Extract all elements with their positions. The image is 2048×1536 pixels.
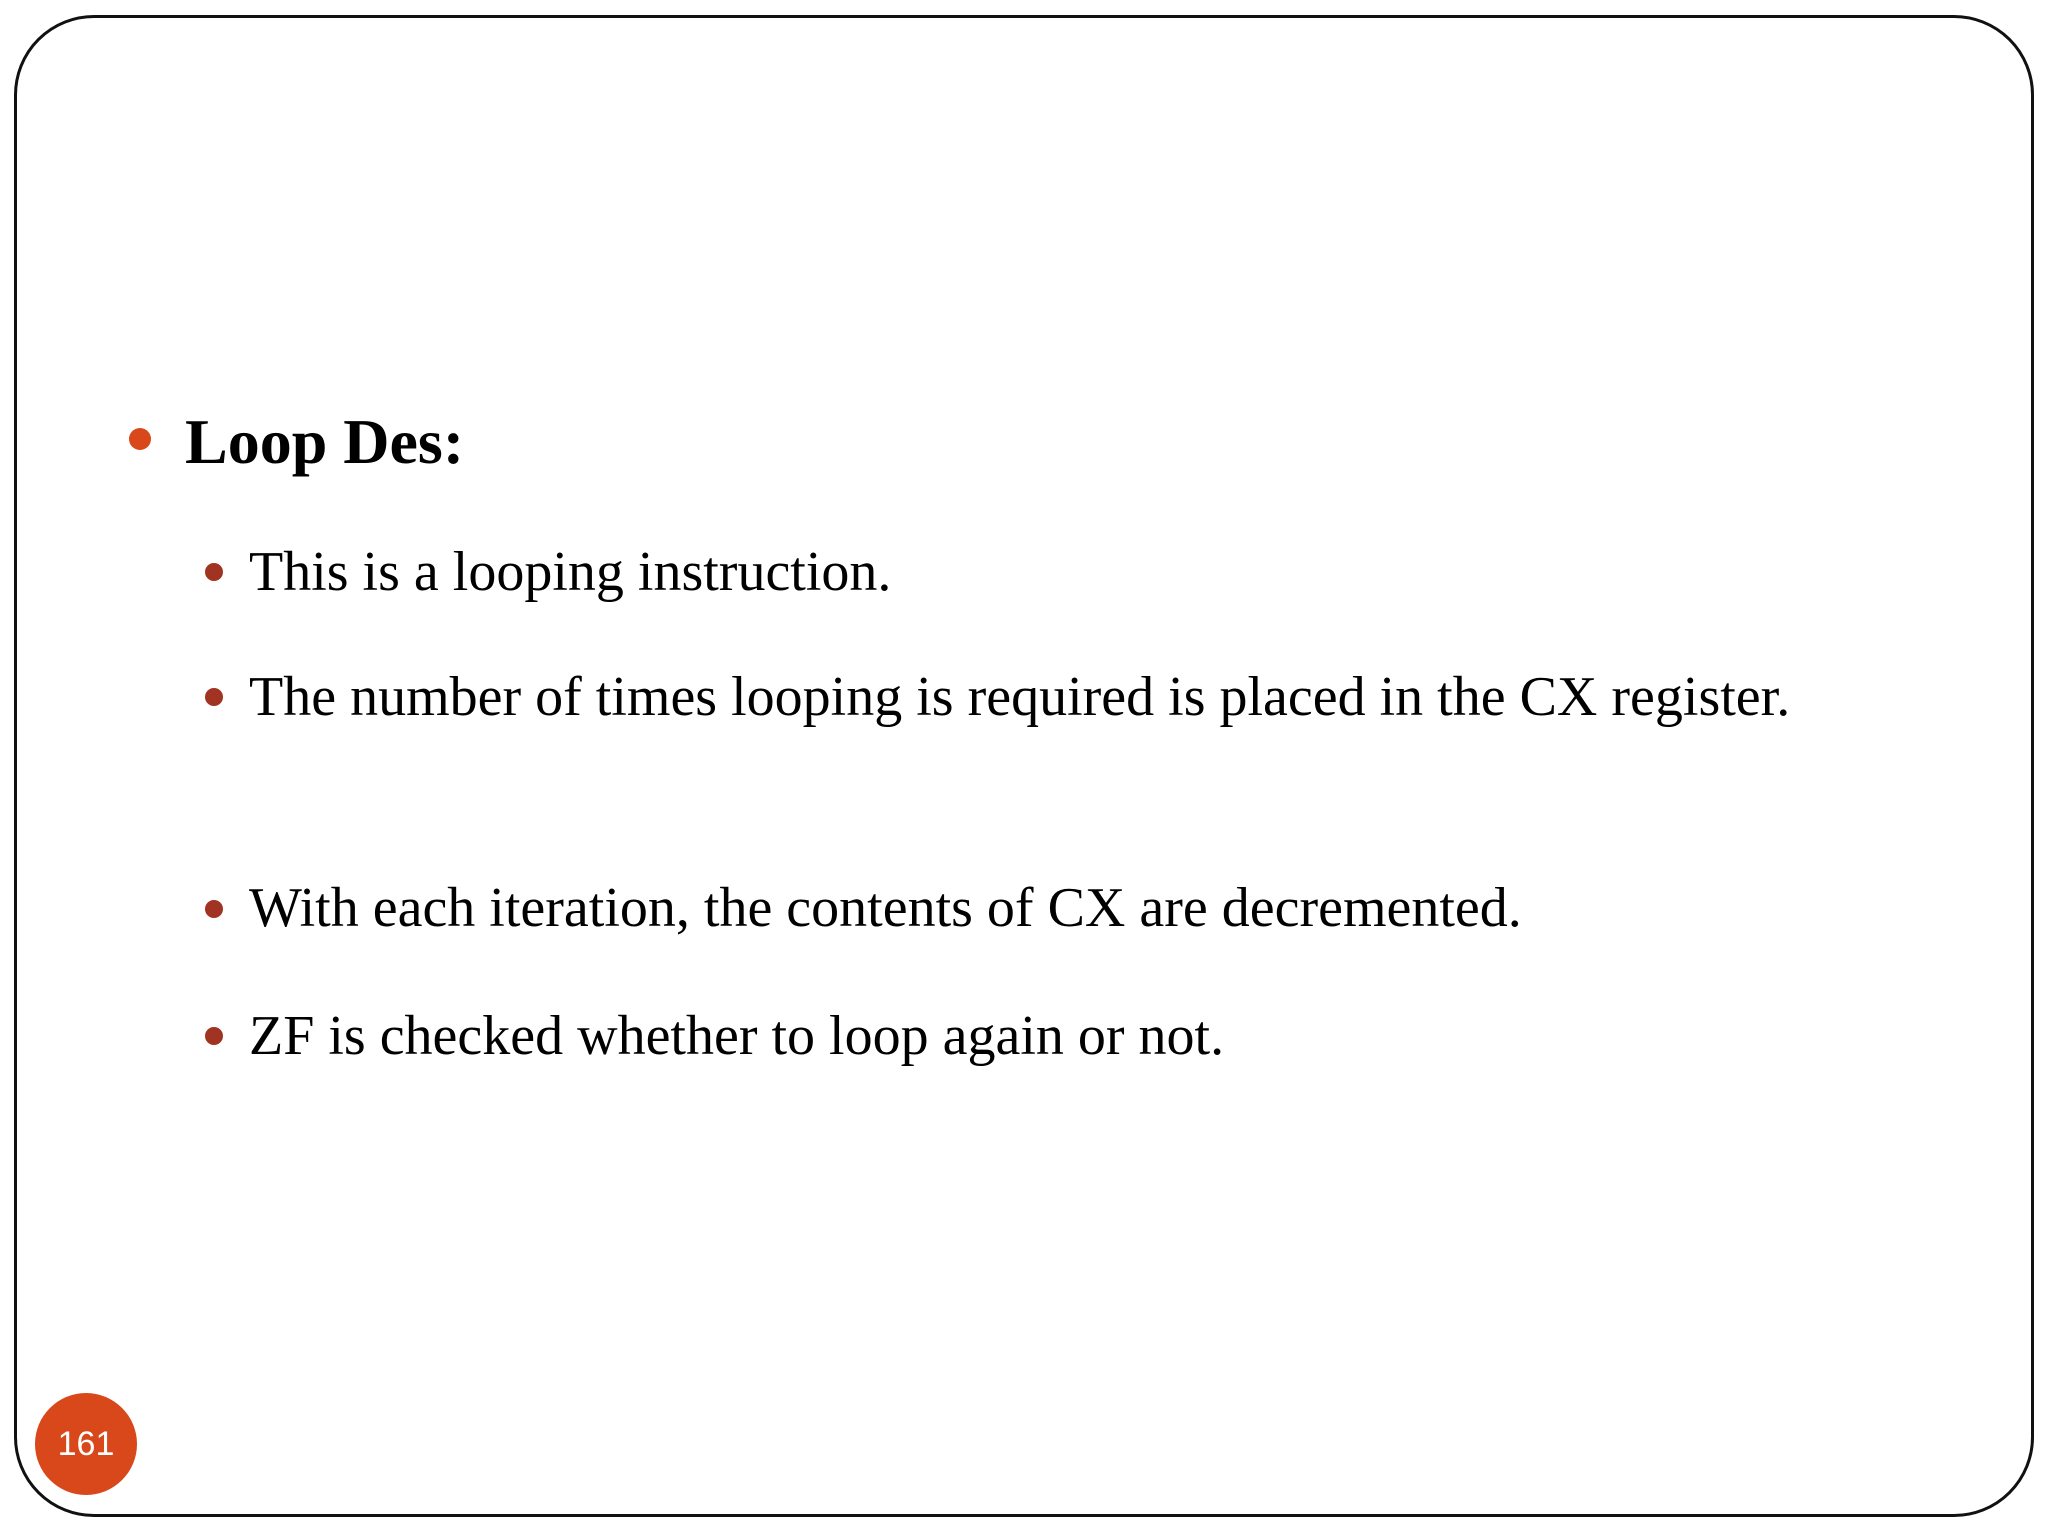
sub-bullet-dot-icon [205, 563, 223, 581]
page-number: 161 [57, 1424, 115, 1463]
main-bullet-dot-icon [129, 428, 151, 450]
bullet-text-1: This is a looping instruction. [249, 541, 892, 603]
page-number-badge [35, 1393, 137, 1495]
slide-frame [14, 15, 2034, 1517]
bullet-text-4: ZF is checked whether to loop again or not. [249, 1005, 1225, 1067]
sub-bullet-dot-icon [205, 900, 223, 918]
sub-bullet-dot-icon [205, 1027, 223, 1045]
bullet-text-2: The number of times looping is required is placed in the CX register. [249, 666, 1791, 728]
bullet-text-3: With each iteration, the contents of CX are decremented. [249, 877, 1522, 939]
slide-content [17, 18, 2031, 1514]
heading-text: Loop Des: [185, 406, 465, 477]
sub-bullet-dot-icon [205, 688, 223, 706]
